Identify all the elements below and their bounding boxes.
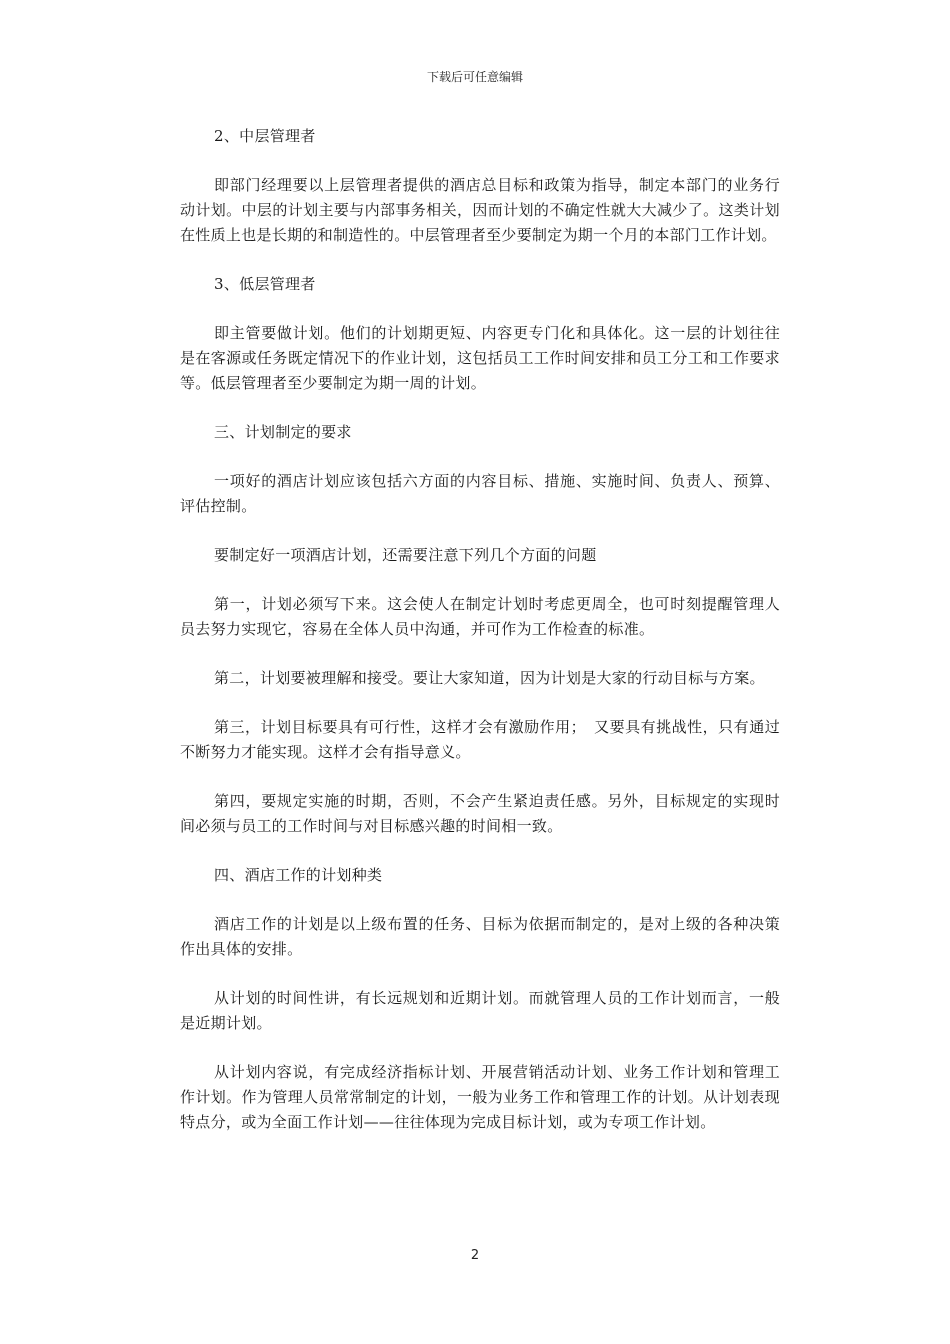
paragraph: 第四，要规定实施的时期，否则，不会产生紧迫责任感。另外，目标规定的实现时间必须与员工的工作时间与对目标感兴趣的时间相一致。 [180, 792, 780, 835]
section-heading: 四、酒店工作的计划种类 [214, 866, 383, 884]
document-body [180, 124, 780, 1159]
paragraph: 要制定好一项酒店计划，还需要注意下列几个方面的问题 [214, 546, 597, 564]
page-number: 2 [470, 1248, 480, 1263]
paragraph: 第二，计划要被理解和接受。要让大家知道，因为计划是大家的行动目标与方案。 [214, 669, 765, 687]
paragraph: 从计划内容说，有完成经济指标计划、开展营销活动计划、业务工作计划和管理工作计划。作为管理人员常常制定的计划，一般为业务工作和管理工作的计划。从计划表现特点分，或为全面工作计划——往往体现为完成目标计划，或为专项工作计划。 [180, 1063, 780, 1131]
section-heading: 3、低层管理者 [214, 275, 316, 293]
page-header: 下载后可任意编辑 [426, 70, 523, 84]
section-heading: 三、计划制定的要求 [214, 423, 352, 441]
paragraph: 即部门经理要以上层管理者提供的酒店总目标和政策为指导，制定本部门的业务行动计划。中层的计划主要与内部事务相关，因而计划的不确定性就大大减少了。这类计划在性质上也是长期的和制造性的。中层管理者至少要制定为期一个月的本部门工作计划。 [180, 176, 780, 244]
section-heading: 2、中层管理者 [214, 127, 316, 145]
paragraph: 第一，计划必须写下来。这会使人在制定计划时考虑更周全，也可时刻提醒管理人员去努力实现它，容易在全体人员中沟通，并可作为工作检查的标准。 [180, 595, 780, 638]
paragraph: 第三，计划目标要具有可行性，这样才会有激励作用； 又要具有挑战性，只有通过不断努力才能实现。这样才会有指导意义。 [180, 718, 780, 761]
paragraph: 从计划的时间性讲，有长远规划和近期计划。而就管理人员的工作计划而言，一般是近期计划。 [180, 989, 780, 1032]
paragraph: 一项好的酒店计划应该包括六方面的内容目标、措施、实施时间、负责人、预算、评估控制。 [180, 472, 780, 515]
paragraph: 酒店工作的计划是以上级布置的任务、目标为依据而制定的，是对上级的各种决策作出具体的安排。 [180, 915, 780, 958]
paragraph: 即主管要做计划。他们的计划期更短、内容更专门化和具体化。这一层的计划往往是在客源或任务既定情况下的作业计划，这包括员工工作时间安排和员工分工和工作要求等。低层管理者至少要制定为期一周的计划。 [180, 324, 780, 392]
